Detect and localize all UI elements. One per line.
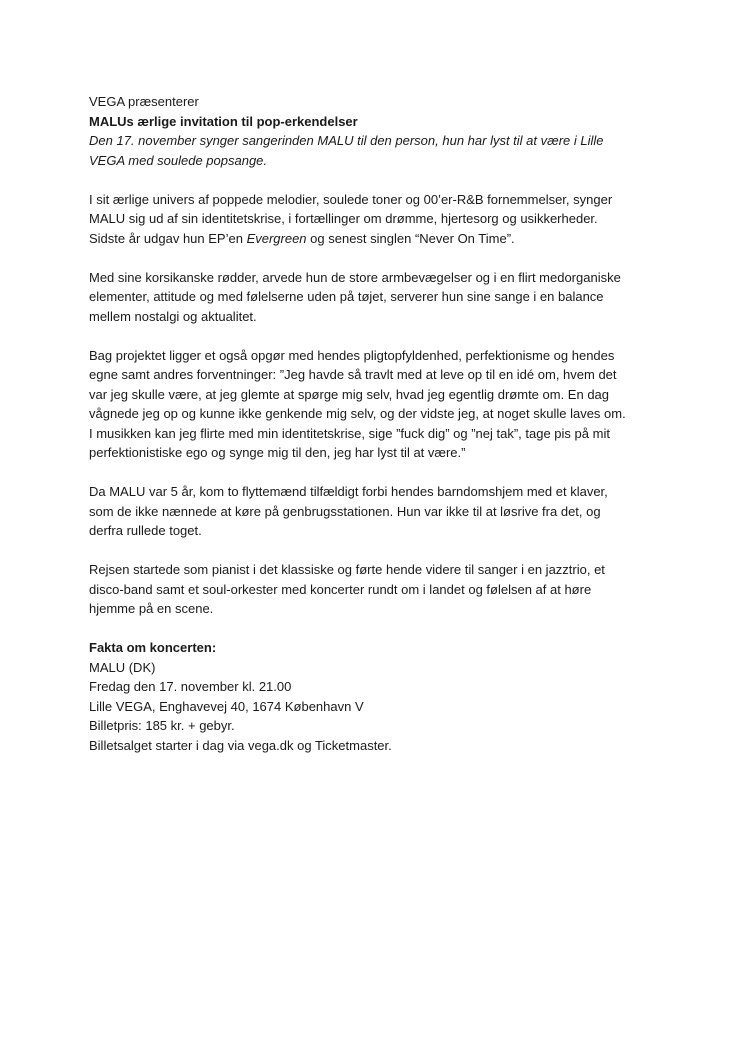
lead-line: VEGA med soulede popsange. xyxy=(89,152,268,168)
headline: MALUs ærlige invitation til pop-erkendelser xyxy=(89,113,358,129)
paragraph-line: derfra rullede toget. xyxy=(89,523,202,538)
facts-section xyxy=(89,638,679,755)
paragraph-line: egne samt andres forventninger: ”Jeg havde så travlt med at leve op til en idé om, hvem det xyxy=(89,367,617,382)
paragraph-roots xyxy=(89,268,679,327)
paragraph-journey xyxy=(89,560,679,619)
paragraph-line: vågnede jeg op og kunne ikke genkende mig selv, og der vidste jeg, at noget skulle laves om. xyxy=(89,406,626,421)
fact-item: Fredag den 17. november kl. 21.00 xyxy=(89,679,292,694)
paragraph-line xyxy=(89,229,679,249)
paragraph-line: disco-band samt et soul-orkester med koncerter rundt om i landet og følelsen af at høre xyxy=(89,581,592,597)
ep-title: Evergreen xyxy=(246,230,307,246)
paragraph-line: Rejsen startede som pianist i det klassiske og førte hende videre til sanger i en jazztrio, et xyxy=(89,562,605,577)
fact-item: Billetpris: 185 kr. + gebyr. xyxy=(89,718,235,733)
fact-item: MALU (DK) xyxy=(89,659,156,675)
paragraph-line: elementer, attitude og med følelserne uden på tøjet, serverer hun sine sange i en balance xyxy=(89,289,604,304)
lead-line: Den 17. november synger sangerinden MALU til den person, hun har lyst til at være i Lille xyxy=(89,133,604,148)
paragraph-line: var jeg skulle være, at jeg glemte at spørge mig selv, hvad jeg egentlig drømte om. En dag xyxy=(89,386,610,402)
paragraph-line: hjemme på en scene. xyxy=(89,601,214,616)
paragraph-line: perfektionistiske ego og synge mig til den, jeg har lyst til at være.” xyxy=(89,445,466,460)
header-block xyxy=(89,92,679,170)
paragraph-line: I musikken kan jeg flirte med min identitetskrise, sige ”fuck dig” og ”nej tak”, tage pis på mit xyxy=(89,425,610,441)
paragraph-childhood xyxy=(89,482,679,541)
fact-item: Lille VEGA, Enghavevej 40, 1674 København V xyxy=(89,698,364,714)
document-body xyxy=(89,92,679,755)
paragraph-line: I sit ærlige univers af poppede melodier, soulede toner og 00’er-R&B fornemmelser, synger xyxy=(89,191,613,207)
paragraph-line: Bag projektet ligger et også opgør med hendes pligtopfyldenhed, perfektionisme og hendes xyxy=(89,347,615,363)
paragraph-intro xyxy=(89,190,679,249)
paragraph-line: som de ikke nænnede at køre på genbrugsstationen. Hun var ikke til at løsrive fra det, og xyxy=(89,503,601,519)
presenter-line: VEGA præsenterer xyxy=(89,94,199,109)
paragraph-line: MALU sig ud af sin identitetskrise, i fortællinger om drømme, hjertesorg og usikkerheder. xyxy=(89,211,598,226)
paragraph-quote xyxy=(89,346,679,463)
facts-heading: Fakta om koncerten: xyxy=(89,640,217,655)
fact-item: Billetsalget starter i dag via vega.dk og Ticketmaster. xyxy=(89,737,392,753)
paragraph-line: Da MALU var 5 år, kom to flyttemænd tilfældigt forbi hendes barndomshjem med et klaver, xyxy=(89,484,608,499)
text-segment: og senest singlen “Never On Time”. xyxy=(306,230,515,246)
paragraph-line: Med sine korsikanske rødder, arvede hun de store armbevægelser og i en flirt medorganiske xyxy=(89,269,621,285)
text-segment: Sidste år udgav hun EP’en xyxy=(89,230,247,246)
paragraph-line: mellem nostalgi og aktualitet. xyxy=(89,308,257,324)
